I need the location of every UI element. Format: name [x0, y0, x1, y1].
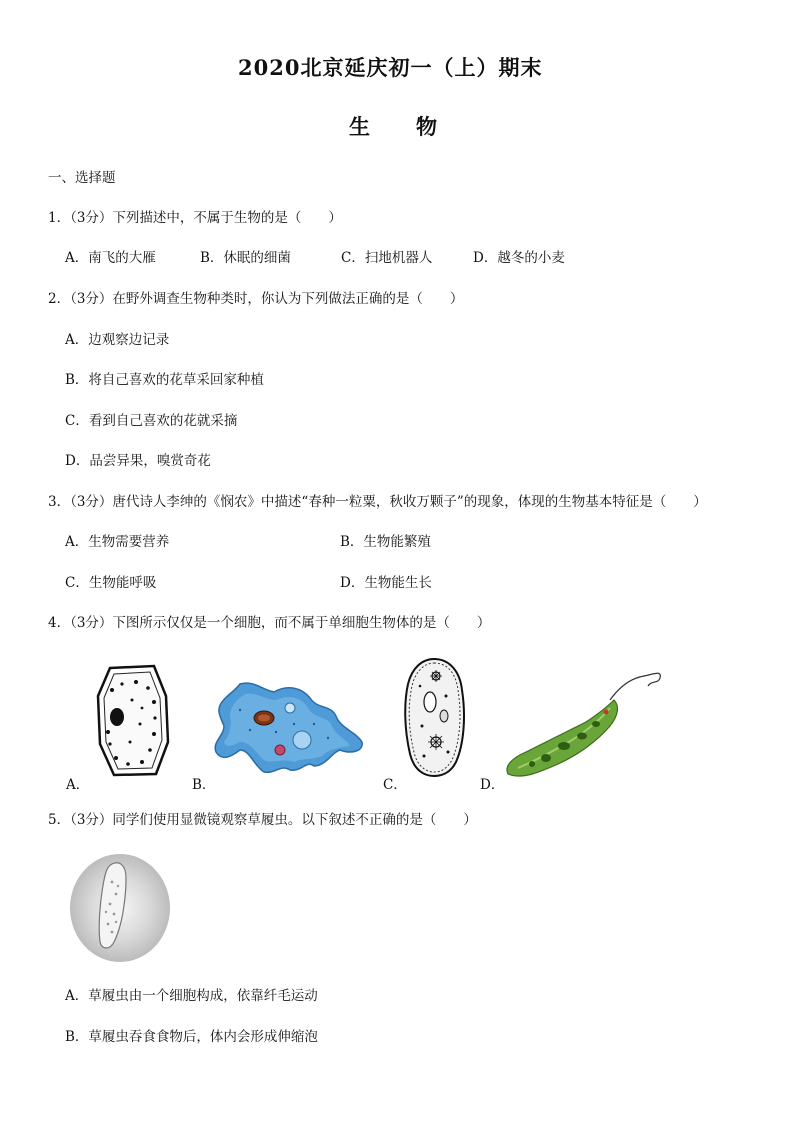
- euglena-image: [502, 666, 668, 784]
- q3-stem: 3．（3分）唐代诗人李绅的《悯农》中描述“春种一粒粟，秋收万颗子”的现象，体现的生物基本特征是（ ）: [48, 494, 707, 510]
- q1-option-d: D．越冬的小麦: [473, 250, 565, 266]
- section-heading: 一、选择题: [48, 170, 116, 186]
- q2-stem: 2．（3分）在野外调查生物种类时，你认为下列做法正确的是（ ）: [48, 291, 464, 307]
- q2-option-a: A．边观察边记录: [65, 332, 170, 348]
- q3-option-d: D．生物能生长: [340, 575, 432, 591]
- q2-option-b: B．将自己喜欢的花草采回家种植: [65, 372, 264, 388]
- q1-stem: 1．（3分）下列描述中，不属于生物的是（ ）: [48, 210, 342, 226]
- q2-option-c: C．看到自己喜欢的花就采摘: [65, 413, 238, 429]
- q3-option-b: B．生物能繁殖: [340, 534, 431, 550]
- q1-option-b: B．休眠的细菌: [200, 250, 291, 266]
- q3-option-a: A．生物需要营养: [65, 534, 170, 550]
- amoeba-image: [210, 680, 366, 776]
- q1-option-c: C．扫地机器人: [341, 250, 433, 266]
- plant-cell-image: [92, 662, 178, 780]
- q2-option-d: D．品尝异果，嗅赏奇花: [65, 453, 211, 469]
- paramecium-image: [400, 656, 470, 778]
- q4-option-a-label: A．: [66, 777, 90, 793]
- q4-option-b-label: B．: [192, 777, 216, 793]
- q4-stem: 4．（3分）下图所示仅仅是一个细胞，而不属于单细胞生物体的是（ ）: [48, 615, 491, 631]
- q5-stem: 5．（3分）同学们使用显微镜观察草履虫。以下叙述不正确的是（ ）: [48, 812, 477, 828]
- q3-option-c: C．生物能呼吸: [65, 575, 157, 591]
- q5-option-a: A．草履虫由一个细胞构成，依靠纤毛运动: [65, 988, 318, 1004]
- q1-option-a: A．南飞的大雁: [65, 250, 156, 266]
- page-title: 2020北京延庆初一（上）期末: [238, 55, 543, 80]
- q4-option-d-label: D．: [480, 777, 505, 793]
- q5-option-b: B．草履虫吞食食物后，体内会形成伸缩泡: [65, 1029, 318, 1045]
- paramecium-micrograph-image: [68, 852, 172, 964]
- subject-title: 生物: [349, 114, 483, 139]
- q4-option-c-label: C．: [383, 777, 407, 793]
